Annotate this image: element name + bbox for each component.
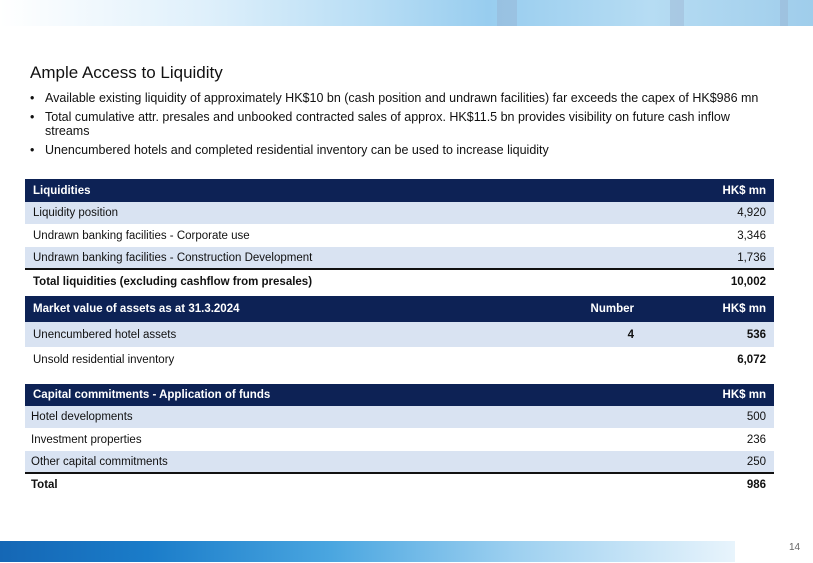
table-row xyxy=(25,428,774,451)
top-decor-block xyxy=(497,0,517,26)
row-label: Hotel developments xyxy=(25,406,632,428)
liquidities-table xyxy=(25,179,774,293)
table-row xyxy=(25,247,774,269)
total-row xyxy=(25,269,774,293)
top-decor-block xyxy=(780,0,788,26)
row-value: 236 xyxy=(746,433,766,446)
table-row xyxy=(25,451,774,473)
row-number xyxy=(502,347,642,372)
bullet-text: Total cumulative attr. presales and unbooked contracted sales of approx. HK$11.5 bn provides visibility on future cash inflow streams xyxy=(45,109,730,138)
slide-title: Ample Access to Liquidity xyxy=(30,63,223,82)
row-label: Undrawn banking facilities - Corporate use xyxy=(33,229,250,242)
bottom-decor-band xyxy=(0,541,735,562)
row-value: 6,072 xyxy=(737,353,766,366)
table-header-row xyxy=(25,296,774,322)
row-label: Unencumbered hotel assets xyxy=(25,322,502,347)
top-decor-band xyxy=(0,0,813,26)
bullet-item xyxy=(30,143,760,158)
row-value: 3,346 xyxy=(737,229,766,242)
top-decor-block xyxy=(670,0,684,26)
bullet-dot-icon: • xyxy=(30,91,35,105)
row-value: 500 xyxy=(632,406,774,428)
table-row xyxy=(25,322,774,347)
total-row xyxy=(25,473,774,496)
row-label: Other capital commitments xyxy=(25,451,632,473)
table-row xyxy=(25,224,774,247)
unit-header: HK$ mn xyxy=(632,384,774,406)
row-value: 4,920 xyxy=(648,202,774,224)
bullet-text: Available existing liquidity of approximately HK$10 bn (cash position and undrawn facilities) far exceeds the capex of HK$986 mn xyxy=(45,91,759,105)
table-row xyxy=(25,406,774,428)
table-header-row xyxy=(25,384,774,406)
bullet-dot-icon: • xyxy=(30,109,35,124)
row-number: 4 xyxy=(502,322,642,347)
bullet-text: Unencumbered hotels and completed residential inventory can be used to increase liquidity xyxy=(45,142,549,157)
bullet-item xyxy=(30,91,760,106)
table-header-row xyxy=(25,179,774,202)
row-label: Investment properties xyxy=(31,433,142,446)
row-label: Unsold residential inventory xyxy=(33,353,175,366)
total-label: Total xyxy=(25,473,632,496)
row-value: 250 xyxy=(632,451,774,473)
table-row xyxy=(25,202,774,224)
liquidities-header: Liquidities xyxy=(25,179,648,202)
capital-commitments-table xyxy=(25,384,774,496)
row-value: 1,736 xyxy=(648,247,774,269)
number-header: Number xyxy=(502,296,642,322)
total-value: 10,002 xyxy=(648,269,774,293)
bullet-dot-icon: • xyxy=(30,142,35,157)
total-label: Total liquidities (excluding cashflow from presales) xyxy=(25,269,648,293)
bullet-item xyxy=(30,110,760,139)
bullet-list xyxy=(30,91,760,161)
capital-header: Capital commitments - Application of funds xyxy=(25,384,632,406)
unit-header: HK$ mn xyxy=(642,296,774,322)
row-label: Undrawn banking facilities - Construction Development xyxy=(25,247,648,269)
market-value-header: Market value of assets as at 31.3.2024 xyxy=(25,296,502,322)
page-number: 14 xyxy=(789,542,801,553)
total-value: 986 xyxy=(632,473,774,496)
table-row xyxy=(25,347,774,372)
row-label: Liquidity position xyxy=(25,202,648,224)
row-value: 536 xyxy=(642,322,774,347)
market-value-table xyxy=(25,296,774,372)
unit-header: HK$ mn xyxy=(648,179,774,202)
